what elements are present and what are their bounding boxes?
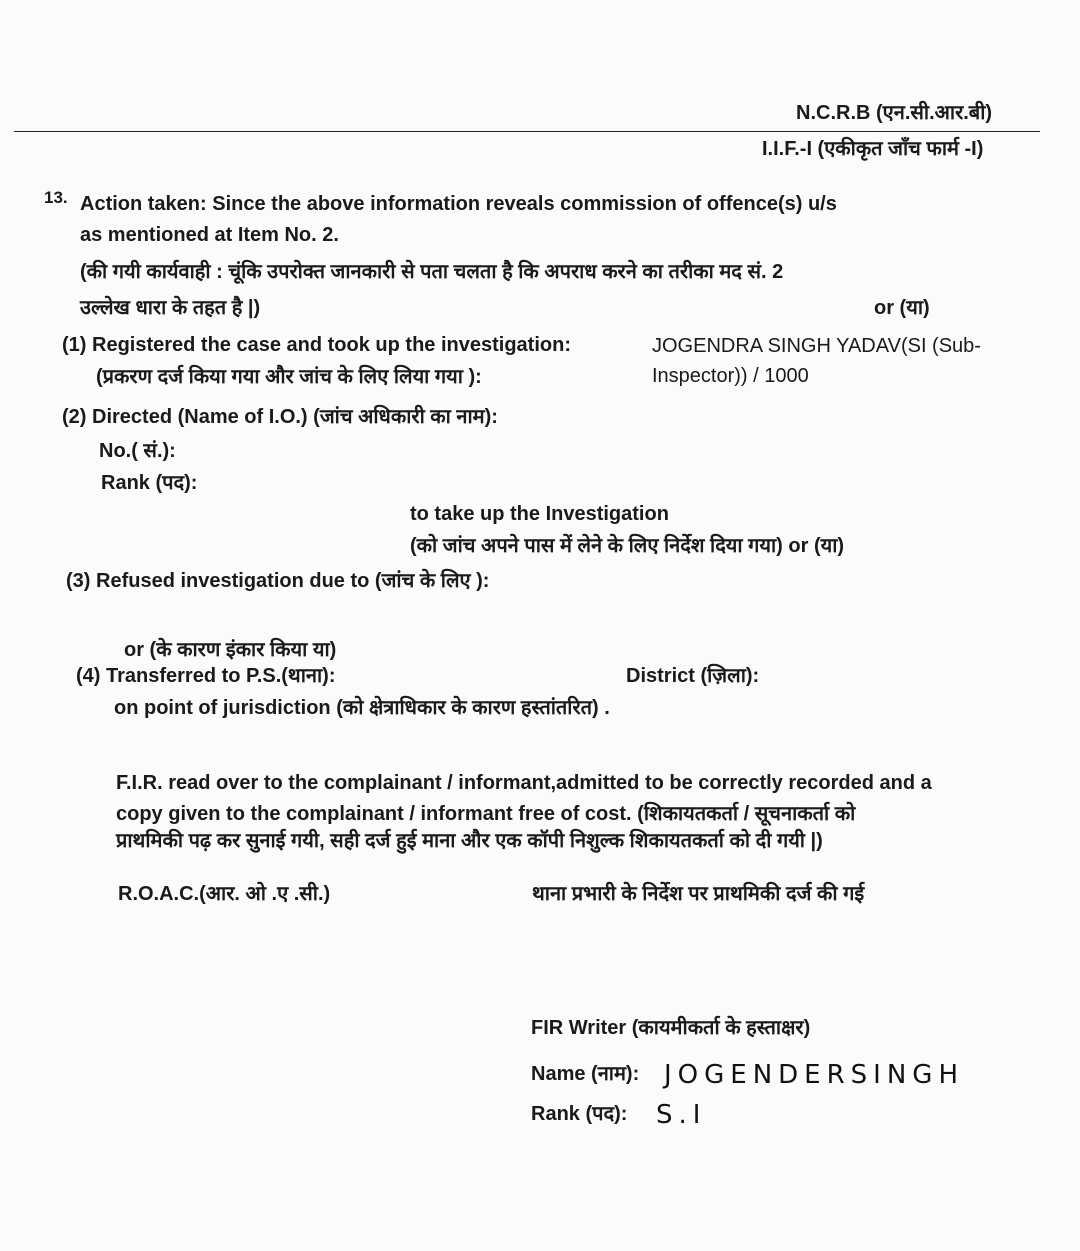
header-form: I.I.F.-I (एकीकृत जाँच फार्म -I) <box>762 138 984 160</box>
item4-label: (4) Transferred to P.S.(थाना): <box>76 665 336 687</box>
item4-district: District (ज़िला): <box>626 665 760 687</box>
item1-hindi: (प्रकरण दर्ज किया गया और जांच के लिए लिया गया ): <box>96 366 482 388</box>
item3-or-hindi: or (के कारण इंकार किया या) <box>124 639 337 661</box>
item2-label: (2) Directed (Name of I.O.) (जांच अधिकारी का नाम): <box>62 406 498 428</box>
item4-jurisdiction: on point of jurisdiction (को क्षेत्राधिकार के कारण हस्तांतरित) . <box>114 697 610 719</box>
section13-line2: as mentioned at Item No. 2. <box>80 224 339 246</box>
item3-label: (3) Refused investigation due to (जांच के लिए ): <box>66 570 490 592</box>
officer-direction: थाना प्रभारी के निर्देश पर प्राथमिकी दर्ज की गई <box>532 883 865 905</box>
writer-name-handwritten: JOGENDERSINGH <box>664 1060 964 1090</box>
writer-rank-label: Rank (पद): <box>531 1103 628 1125</box>
item1-value-line1: JOGENDRA SINGH YADAV(SI (Sub- <box>652 335 981 357</box>
header-divider <box>14 131 1040 132</box>
item2-take-up: to take up the Investigation <box>410 503 669 525</box>
roac-label: R.O.A.C.(आर. ओ .ए .सी.) <box>118 883 331 905</box>
item2-take-up-hindi: (को जांच अपने पास में लेने के लिए निर्देश दिया गया) or (या) <box>410 535 845 557</box>
section13-or: or (या) <box>874 297 930 319</box>
item1-value-line2: Inspector)) / 1000 <box>652 365 809 387</box>
item2-rank-label: Rank (पद): <box>101 472 198 494</box>
section13-hindi1: (की गयी कार्यवाही : चूंकि उपरोक्त जानकारी से पता चलता है कि अपराध करने का तरीका मद सं. 2 <box>80 261 784 283</box>
fir-note-line3: प्राथमिकी पढ़ कर सुनाई गयी, सही दर्ज हुई माना और एक कॉपी निशुल्क शिकायतकर्ता को दी गयी |) <box>116 830 823 852</box>
section-number: 13. <box>44 188 68 207</box>
header-org: N.C.R.B (एन.सी.आर.बी) <box>796 102 993 124</box>
section13-line1: Action taken: Since the above information reveals commission of offence(s) u/s <box>80 193 837 215</box>
writer-title: FIR Writer (कायमीकर्ता के हस्ताक्षर) <box>531 1017 811 1039</box>
writer-rank-handwritten: S.I <box>656 1100 707 1130</box>
fir-note-line1: F.I.R. read over to the complainant / informant,admitted to be correctly recorded and a <box>116 772 932 794</box>
item2-no-label: No.( सं.): <box>99 440 176 462</box>
writer-name-label: Name (नाम): <box>531 1063 640 1085</box>
item1-label: (1) Registered the case and took up the investigation: <box>62 334 571 356</box>
fir-note-line2: copy given to the complainant / informant free of cost. (शिकायतकर्ता / सूचनाकर्ता को <box>116 803 856 825</box>
section13-hindi2: उल्लेख धारा के तहत है |) <box>80 297 261 319</box>
